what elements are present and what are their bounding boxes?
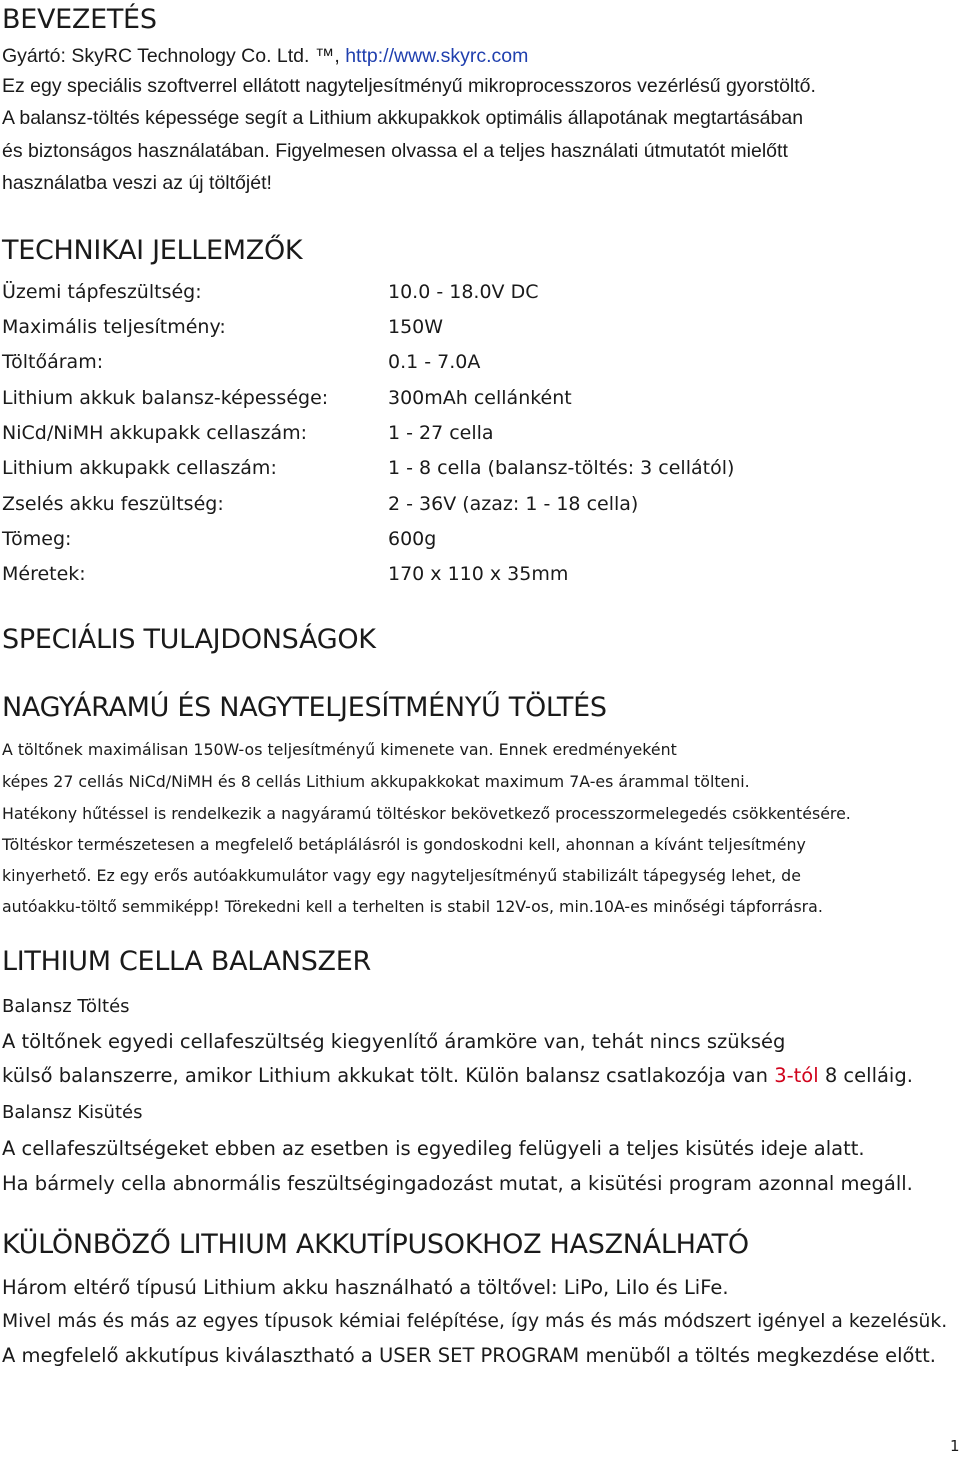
special-subheading: NAGYÁRAMÚ ÉS NAGYTELJESÍTMÉNYŰ TÖLTÉS	[2, 692, 607, 723]
maker-line	[2, 45, 528, 68]
types-line: Mivel más és más az egyes típusok kémiai felépítése, így más és más módszert igényel a kezelésük.	[2, 1311, 948, 1332]
spec-label: Maximális teljesítmény:	[2, 316, 226, 338]
spec-label: NiCd/NiMH akkupakk cellaszám:	[2, 422, 308, 444]
spec-value: 150W	[388, 316, 444, 338]
spec-value: 300mAh cellánként	[388, 387, 572, 409]
special-line: képes 27 cellás NiCd/NiMH és 8 cellás Lithium akkupakkokat maximum 7A-es árammal tölteni.	[2, 772, 750, 791]
balance-discharge-line: Ha bármely cella abnormális feszültségingadozást mutat, a kisütési program azonnal megáll.	[2, 1172, 913, 1195]
spec-label: Lithium akkuk balansz-képessége:	[2, 387, 329, 409]
page-number: 1	[950, 1437, 960, 1455]
charge-line-text: 8 celláig.	[818, 1064, 913, 1087]
spec-label: Töltőáram:	[2, 351, 104, 373]
specs-heading: TECHNIKAI JELLEMZŐK	[2, 235, 303, 266]
spec-label: Zselés akku feszültség:	[2, 493, 224, 515]
types-line: A megfelelő akkutípus kiválasztható a USER SET PROGRAM menüből a töltés megkezdése előtt.	[2, 1344, 936, 1367]
balance-charge-title: Balansz Töltés	[2, 996, 130, 1017]
highlight-from-cells: 3-tól	[774, 1064, 819, 1087]
charge-line-text: külső balanszerre, amikor Lithium akkukat tölt. Külön balansz csatlakozója van	[2, 1064, 775, 1087]
special-line: Hatékony hűtéssel is rendelkezik a nagyáramú töltéskor bekövetkező processzormelegedés csökkentésére.	[2, 804, 851, 823]
spec-label: Méretek:	[2, 563, 86, 585]
spec-value: 1 - 8 cella (balansz-töltés: 3 cellától)	[388, 457, 735, 479]
spec-label: Üzemi tápfeszültség:	[2, 281, 202, 303]
balancer-heading: LITHIUM CELLA BALANSZER	[2, 946, 371, 977]
intro-line: Ez egy speciális szoftverrel ellátott nagyteljesítményű mikroprocesszoros vezérlésű gyorstöltő.	[2, 75, 816, 97]
maker-prefix: Gyártó: SkyRC Technology Co. Ltd. ™,	[2, 45, 346, 67]
types-line: Három eltérő típusú Lithium akku használható a töltővel: LiPo, LiIo és LiFe.	[2, 1276, 729, 1299]
special-line: Töltéskor természetesen a megfelelő betáplálásról is gondoskodni kell, ahonnan a kívánt teljesítmény	[2, 835, 806, 854]
spec-value: 2 - 36V (azaz: 1 - 18 cella)	[388, 493, 639, 515]
spec-value: 10.0 - 18.0V DC	[388, 281, 539, 303]
spec-value: 600g	[388, 528, 437, 550]
balance-charge-line: A töltőnek egyedi cellafeszültség kiegyenlítő áramköre van, tehát nincs szükség	[2, 1030, 786, 1053]
spec-value: 170 x 110 x 35mm	[388, 563, 569, 585]
special-line: autóakku-töltő semmiképp! Törekedni kell a terhelten is stabil 12V-os, min.10A-es minőségi tápforrásra.	[2, 897, 823, 916]
intro-line: A balansz-töltés képessége segít a Lithium akkupakkok optimális állapotának megtartásában	[2, 107, 804, 129]
balance-discharge-line: A cellafeszültségeket ebben az esetben is egyedileg felügyeli a teljes kisütés ideje alatt.	[2, 1137, 865, 1160]
spec-value: 0.1 - 7.0A	[388, 351, 481, 373]
balance-charge-line	[2, 1064, 913, 1087]
spec-value: 1 - 27 cella	[388, 422, 494, 444]
special-line: kinyerhető. Ez egy erős autóakkumulátor vagy egy nagyteljesítményű stabilizált tápegység lehet, de	[2, 866, 801, 885]
balance-discharge-title: Balansz Kisütés	[2, 1102, 143, 1123]
special-line: A töltőnek maximálisan 150W-os teljesítményű kimenete van. Ennek eredményeként	[2, 740, 677, 759]
types-heading: KÜLÖNBÖZŐ LITHIUM AKKUTÍPUSOKHOZ HASZNÁLHATÓ	[2, 1229, 749, 1260]
spec-label: Tömeg:	[2, 528, 72, 550]
intro-line: használatba veszi az új töltőjét!	[2, 172, 272, 194]
maker-link[interactable]: http://www.skyrc.com	[345, 45, 529, 67]
spec-label: Lithium akkupakk cellaszám:	[2, 457, 277, 479]
special-heading: SPECIÁLIS TULAJDONSÁGOK	[2, 624, 376, 655]
intro-line: és biztonságos használatában. Figyelmesen olvassa el a teljes használati útmutatót mielőtt	[2, 140, 788, 162]
intro-heading: BEVEZETÉS	[2, 4, 157, 35]
